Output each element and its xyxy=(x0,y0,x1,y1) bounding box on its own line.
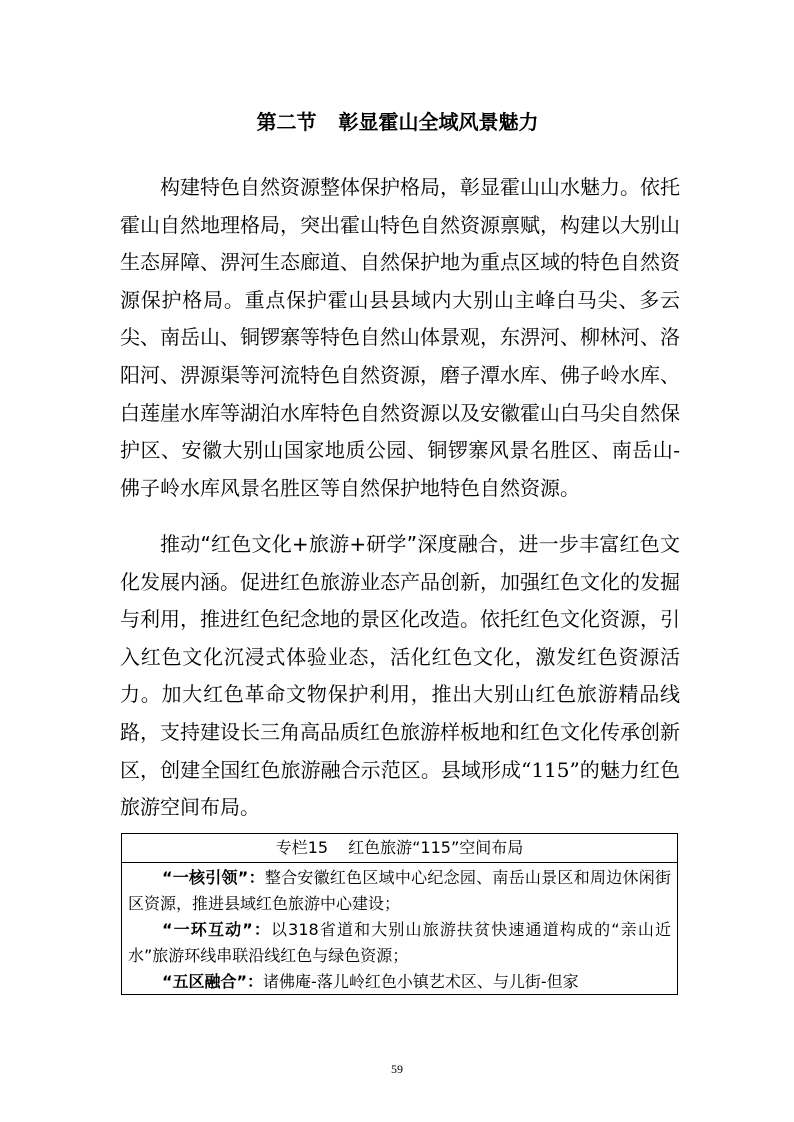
column-item-zones xyxy=(128,969,671,995)
column-box-body xyxy=(122,863,677,995)
page-number: 59 xyxy=(391,1062,403,1076)
paragraph-natural-resources xyxy=(120,169,680,507)
item-label: “一核引领”： xyxy=(162,868,265,887)
column-item-ring xyxy=(128,917,671,969)
section-title: 彰显霍山全域风景魅力 xyxy=(338,110,539,134)
section-number: 第二节 xyxy=(256,110,317,134)
column-label: 专栏15 xyxy=(275,838,329,857)
item-text: 以318省道和大别山旅游扶贫快速通道构成的“亲山近水”旅游环线串联沿线红色与绿色资源； xyxy=(128,920,671,965)
paragraph-lead: 构建特色自然资源整体保护格局，彰显霍山山水魅力。 xyxy=(160,175,640,199)
paragraph-red-culture xyxy=(120,526,680,827)
column-box-header xyxy=(122,834,677,863)
paragraph-body: 促进红色旅游业态产品创新，加强红色文化的发掘与利用，推进红色纪念地的景区化改造。依托红色文化资源，引入红色文化沉浸式体验业态，活化红色文化，激发红色资源活力。加大红色革命文物保护利用，推出大别山红色旅游精品线路，支持建设长三角高品质红色旅游样板地和红色文化传承创新区，创建全国红色旅游融合示范区。县域形成“115”的魅力红色旅游空间布局。 xyxy=(120,569,680,820)
column-title: 红色旅游“115”空间布局 xyxy=(348,838,524,857)
item-label: “五区融合”： xyxy=(162,972,264,991)
column-item-core xyxy=(128,865,671,917)
column-box xyxy=(121,833,678,995)
item-label: “一环互动”： xyxy=(162,920,272,939)
paragraph-body: 依托霍山自然地理格局，突出霍山特色自然资源禀赋，构建以大别山生态屏障、淠河生态廊道、自然保护地为重点区域的特色自然资源保护格局。重点保护霍山县县域内大别山主峰白马尖、多云尖、南岳山、铜锣寨等特色自然山体景观，东淠河、柳林河、洛阳河、淠源渠等河流特色自然资源，磨子潭水库、佛子岭水库、白莲崖水库等湖泊水库特色自然资源以及安徽霍山白马尖自然保护区、安徽大别山国家地质公园、铜锣寨风景名胜区、南岳山-佛子岭水库风景名胜区等自然保护地特色自然资源。 xyxy=(120,175,680,500)
item-text: 诸佛庵-落儿岭红色小镇艺术区、与儿街-但家 xyxy=(263,972,579,991)
item-text: 整合安徽红色区域中心纪念园、南岳山景区和周边休闲街区资源，推进县域红色旅游中心建设； xyxy=(128,868,671,913)
paragraph-lead: 推动“红色文化+旅游+研学”深度融合，进一步丰富红色文化发展内涵。 xyxy=(120,532,680,594)
section-heading xyxy=(120,108,675,136)
